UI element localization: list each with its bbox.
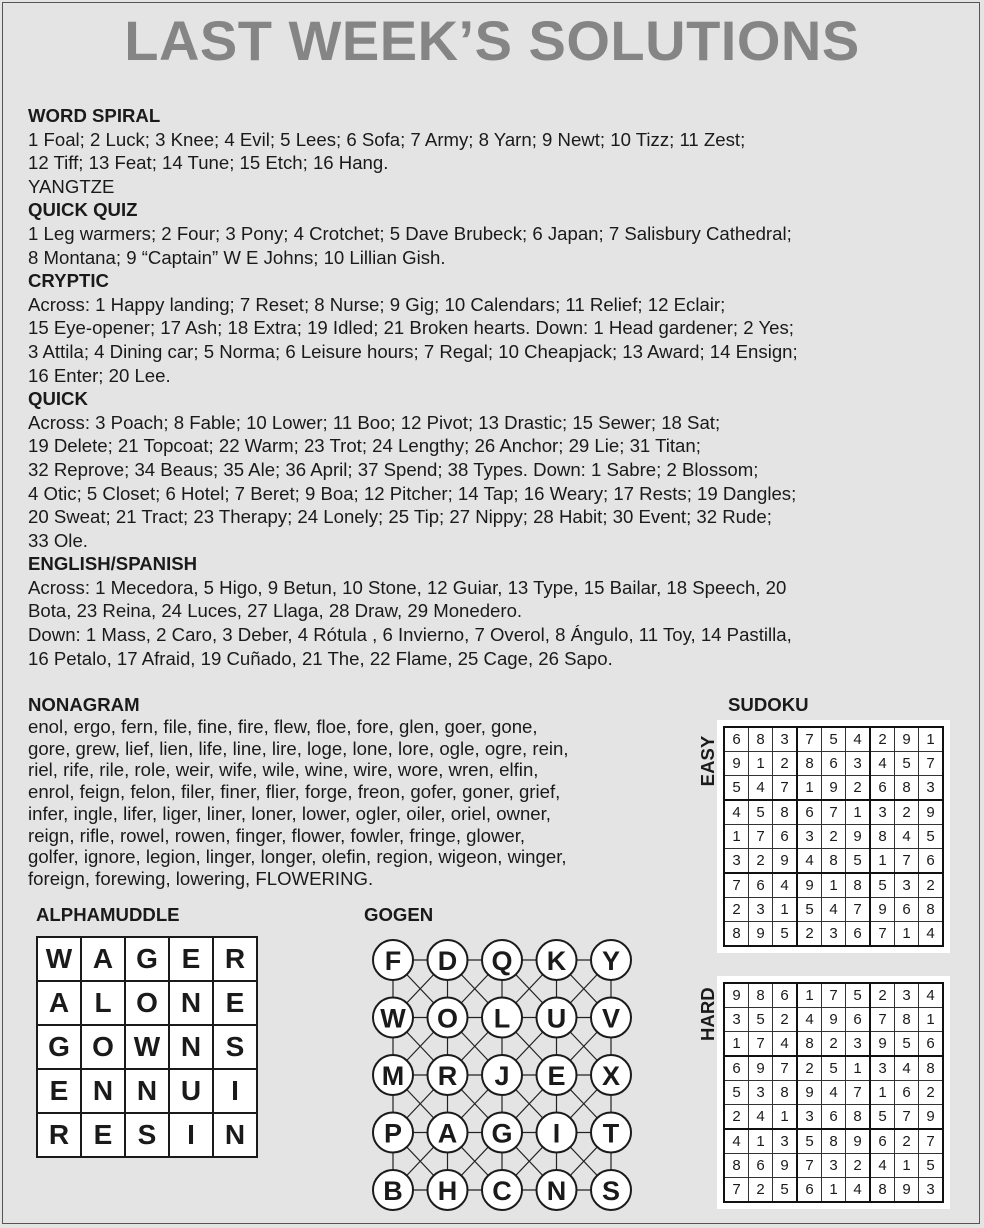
sudoku-cell: 9 [846,825,871,849]
sudoku-cell: 1 [773,898,798,922]
sudoku-cell: 5 [797,1129,822,1154]
sudoku-cell: 9 [895,1178,919,1203]
gogen-letter: D [437,946,458,976]
alphamuddle-cell: S [125,1113,169,1157]
sudoku-cell: 3 [773,727,798,752]
alphamuddle-cell: N [81,1069,125,1113]
alphamuddle-cell: O [81,1025,125,1069]
sudoku-cell: 5 [797,898,822,922]
alphamuddle-row [37,937,257,981]
sudoku-cell: 1 [846,800,871,825]
sudoku-cell: 8 [870,825,895,849]
quick-line: 20 Sweat; 21 Tract; 23 Therapy; 24 Lonely; 25 Tip; 27 Nippy; 28 Habit; 30 Event; 32 Rude; [28,506,772,528]
sudoku-cell: 8 [822,1129,846,1154]
alphamuddle-cell: U [169,1069,213,1113]
sudoku-cell: 6 [870,1129,895,1154]
sudoku-row [724,983,943,1008]
alphamuddle-cell: A [81,937,125,981]
sudoku-cell: 5 [724,1081,749,1105]
gogen-letter: N [546,1176,567,1206]
sudoku-cell: 1 [870,1081,895,1105]
alphamuddle-cell: I [169,1113,213,1157]
alphamuddle-cell: E [169,937,213,981]
sudoku-cell: 5 [749,800,773,825]
sudoku-cell: 7 [822,800,846,825]
english-spanish-line: 16 Petalo, 17 Afraid, 19 Cuñado, 21 The, 22 Flame, 25 Cage, 26 Sapo. [28,647,613,669]
sudoku-cell: 9 [773,849,798,874]
alphamuddle-row [37,981,257,1025]
gogen-letter: V [601,1003,621,1034]
sudoku-cell: 7 [895,1105,919,1130]
sudoku-hard-grid [723,982,944,1203]
gogen-letter: E [547,1061,566,1091]
sudoku-easy-grid [723,726,944,947]
sudoku-cell: 9 [870,898,895,922]
sudoku-cell: 5 [895,752,919,776]
nonagram-line: riel, rife, rile, role, weir, wife, wile, wine, wire, wore, wren, elfin, [28,759,539,781]
quick-line: 19 Delete; 21 Topcoat; 22 Warm; 23 Trot; 24 Lengthy; 26 Anchor; 29 Lie; 31 Titan; [28,435,701,457]
sudoku-cell: 2 [822,1032,846,1057]
sudoku-cell: 7 [846,1081,871,1105]
sudoku-cell: 4 [870,1154,895,1178]
word-spiral-line: 12 Tiff; 13 Feat; 14 Tune; 15 Etch; 16 Hang. [28,152,389,174]
sudoku-cell: 6 [870,776,895,801]
sudoku-row [724,727,943,752]
sudoku-cell: 1 [797,776,822,801]
sudoku-row [724,752,943,776]
alphamuddle-cell: N [169,1025,213,1069]
sudoku-cell: 2 [822,825,846,849]
nonagram-line: golfer, ignore, legion, linger, longer, olefin, region, wigeon, winger, [28,846,567,868]
sudoku-cell: 7 [822,983,846,1008]
alphamuddle-cell: A [37,981,81,1025]
sudoku-cell: 6 [773,825,798,849]
sudoku-cell: 3 [870,1056,895,1081]
cryptic-line: 16 Enter; 20 Lee. [28,364,171,386]
quick-line: Across: 3 Poach; 8 Fable; 10 Lower; 11 Boo; 12 Pivot; 13 Drastic; 15 Sewer; 18 Sat; [28,411,721,433]
gogen-letter: W [380,1003,406,1034]
gogen-letter: R [437,1061,458,1091]
sudoku-cell: 7 [773,776,798,801]
sudoku-cell: 4 [797,1008,822,1032]
sudoku-cell: 2 [773,752,798,776]
alphamuddle-cell: G [37,1025,81,1069]
sudoku-cell: 8 [846,873,871,898]
sudoku-cell: 3 [724,1008,749,1032]
sudoku-cell: 5 [822,727,846,752]
sudoku-cell: 2 [724,1105,749,1130]
sudoku-cell: 9 [919,1105,944,1130]
sudoku-cell: 9 [797,1081,822,1105]
alphamuddle-cell: W [37,937,81,981]
sudoku-cell: 8 [749,727,773,752]
gogen-letter: G [491,1118,513,1149]
cryptic-heading: CRYPTIC [28,270,109,292]
sudoku-cell: 5 [749,1008,773,1032]
english-spanish-line: Bota, 23 Reina, 24 Luces, 27 Llaga, 28 Draw, 29 Monedero. [28,600,523,622]
sudoku-cell: 6 [773,983,798,1008]
sudoku-cell: 6 [895,1081,919,1105]
sudoku-cell: 7 [773,1056,798,1081]
alphamuddle-cell: O [125,981,169,1025]
gogen-title: GOGEN [364,904,434,925]
sudoku-cell: 2 [895,800,919,825]
sudoku-title: SUDOKU [728,694,809,715]
gogen-letter: T [602,1118,620,1149]
sudoku-cell: 1 [749,752,773,776]
sudoku-cell: 9 [895,727,919,752]
sudoku-cell: 3 [724,849,749,874]
sudoku-cell: 5 [846,849,871,874]
sudoku-row [724,898,943,922]
sudoku-cell: 1 [870,849,895,874]
gogen-letter: B [383,1176,403,1206]
quick-line: 32 Reprove; 34 Beaus; 35 Ale; 36 April; 37 Spend; 38 Types. Down: 1 Sabre; 2 Blossom; [28,458,759,480]
sudoku-cell: 3 [797,1105,822,1130]
gogen-letter: M [381,1061,405,1091]
sudoku-cell: 2 [895,1129,919,1154]
sudoku-cell: 5 [724,776,749,801]
sudoku-cell: 6 [822,752,846,776]
sudoku-cell: 4 [749,1105,773,1130]
sudoku-cell: 3 [895,983,919,1008]
sudoku-row [724,1081,943,1105]
sudoku-row [724,1178,943,1203]
sudoku-cell: 5 [919,1154,944,1178]
word-spiral-line: 1 Foal; 2 Luck; 3 Knee; 4 Evil; 5 Lees; 6 Sofa; 7 Army; 8 Yarn; 9 Newt; 10 Tizz; 11 Zest; [28,128,746,150]
sudoku-cell: 6 [846,1008,871,1032]
sudoku-cell: 1 [822,873,846,898]
gogen-letter: A [437,1118,458,1149]
alphamuddle-cell: W [125,1025,169,1069]
sudoku-cell: 6 [724,1056,749,1081]
gogen-letter: U [546,1003,567,1034]
gogen-letter: P [383,1118,403,1149]
sudoku-cell: 4 [724,800,749,825]
english-spanish-heading: ENGLISH/SPANISH [28,553,198,575]
sudoku-cell: 1 [797,983,822,1008]
sudoku-cell: 8 [797,752,822,776]
sudoku-row [724,1008,943,1032]
sudoku-row [724,1032,943,1057]
sudoku-cell: 8 [749,983,773,1008]
gogen-letter: X [601,1061,621,1091]
word-spiral-heading: WORD SPIRAL [28,105,161,126]
sudoku-cell: 8 [773,1081,798,1105]
sudoku-cell: 9 [797,873,822,898]
gogen-letter: S [601,1176,621,1206]
sudoku-row [724,1154,943,1178]
sudoku-row [724,873,943,898]
nonagram-line: gore, grew, lief, lien, life, line, lire, loge, lone, lore, ogle, ogre, rein, [28,737,569,759]
alphamuddle-row [37,1069,257,1113]
sudoku-cell: 8 [724,1154,749,1178]
sudoku-cell: 3 [846,752,871,776]
sudoku-cell: 4 [749,776,773,801]
sudoku-cell: 4 [724,1129,749,1154]
alphamuddle-grid [36,936,258,1158]
sudoku-cell: 1 [895,922,919,947]
quick-heading: QUICK [28,388,88,410]
alphamuddle-cell: S [213,1025,257,1069]
alphamuddle-row [37,1025,257,1069]
sudoku-cell: 2 [773,1008,798,1032]
sudoku-cell: 8 [846,1105,871,1130]
alphamuddle-cell: L [81,981,125,1025]
nonagram-section [28,694,668,890]
gogen-letter: F [384,946,402,976]
sudoku-cell: 4 [822,898,846,922]
sudoku-cell: 5 [919,825,944,849]
sudoku-cell: 4 [846,727,871,752]
alphamuddle-cell: I [213,1069,257,1113]
sudoku-cell: 3 [822,922,846,947]
sudoku-cell: 3 [822,1154,846,1178]
sudoku-cell: 4 [822,1081,846,1105]
sudoku-cell: 3 [773,1129,798,1154]
english-spanish-line: Down: 1 Mass, 2 Caro, 3 Deber, 4 Rótula , 6 Invierno, 7 Overol, 8 Ángulo, 11 Toy, 14 Pastilla, [28,624,792,646]
sudoku-row [724,922,943,947]
nonagram-heading: NONAGRAM [28,694,140,715]
sudoku-cell: 1 [773,1105,798,1130]
sudoku-cell: 9 [773,1154,798,1178]
gogen-letter: H [437,1176,458,1206]
gogen-grid [366,930,634,1220]
sudoku-row [724,800,943,825]
sudoku-cell: 9 [724,983,749,1008]
sudoku-cell: 1 [822,1178,846,1203]
sudoku-cell: 7 [919,1129,944,1154]
sudoku-cell: 3 [895,873,919,898]
sudoku-cell: 3 [870,800,895,825]
sudoku-cell: 1 [895,1154,919,1178]
sudoku-cell: 4 [797,849,822,874]
sudoku-cell: 2 [724,898,749,922]
sudoku-cell: 7 [749,1032,773,1057]
sudoku-cell: 6 [749,873,773,898]
alphamuddle-title: ALPHAMUDDLE [36,904,180,925]
sudoku-cell: 3 [919,776,944,801]
sudoku-cell: 3 [919,1178,944,1203]
sudoku-cell: 4 [870,752,895,776]
sudoku-cell: 1 [919,1008,944,1032]
sudoku-cell: 8 [773,800,798,825]
gogen-letter: C [492,1176,512,1206]
sudoku-cell: 2 [870,727,895,752]
nonagram-line: enrol, feign, felon, filer, finer, flier, forge, freon, gofer, goner, grief, [28,781,561,803]
sudoku-cell: 5 [846,983,871,1008]
quick-quiz-line: 8 Montana; 9 “Captain” W E Johns; 10 Lillian Gish. [28,246,446,268]
gogen-letter: I [552,1118,561,1149]
english-spanish-line: Across: 1 Mecedora, 5 Higo, 9 Betun, 10 Stone, 12 Guiar, 13 Type, 15 Bailar, 18 Speech, 20 [28,576,787,598]
gogen-letter: L [493,1003,511,1034]
sudoku-cell: 9 [919,800,944,825]
sudoku-row [724,1056,943,1081]
sudoku-row [724,1105,943,1130]
sudoku-cell: 6 [797,800,822,825]
alphamuddle-cell: R [37,1113,81,1157]
alphamuddle-cell: E [213,981,257,1025]
nonagram-line: enol, ergo, fern, file, fine, fire, flew, floe, fore, glen, goer, gone, [28,716,538,737]
sudoku-cell: 4 [919,983,944,1008]
sudoku-cell: 3 [749,1081,773,1105]
sudoku-cell: 7 [919,752,944,776]
sudoku-cell: 8 [822,849,846,874]
sudoku-cell: 6 [846,922,871,947]
alphamuddle-cell: E [81,1113,125,1157]
alphamuddle-cell: N [213,1113,257,1157]
sudoku-cell: 8 [870,1178,895,1203]
sudoku-cell: 1 [724,825,749,849]
alphamuddle-cell: E [37,1069,81,1113]
cryptic-line: 15 Eye-opener; 17 Ash; 18 Extra; 19 Idled; 21 Broken hearts. Down: 1 Head gardener; 2 Yes; [28,317,794,339]
sudoku-cell: 8 [797,1032,822,1057]
sudoku-cell: 9 [846,1129,871,1154]
sudoku-cell: 6 [822,1105,846,1130]
sudoku-cell: 2 [797,1056,822,1081]
sudoku-row [724,849,943,874]
quick-line: 4 Otic; 5 Closet; 6 Hotel; 7 Beret; 9 Boa; 12 Pitcher; 14 Tap; 16 Weary; 17 Rests; 19 Dangles; [28,482,797,504]
sudoku-cell: 3 [797,825,822,849]
alphamuddle-cell: N [169,981,213,1025]
sudoku-cell: 1 [846,1056,871,1081]
sudoku-cell: 4 [919,922,944,947]
sudoku-cell: 5 [870,873,895,898]
nonagram-line: foreign, forewing, lowering, FLOWERING. [28,867,374,889]
sudoku-cell: 9 [822,776,846,801]
sudoku-cell: 1 [749,1129,773,1154]
gogen-letter: Y [601,946,621,976]
gogen-letter: Q [491,946,513,976]
gogen-letter: O [436,1003,459,1034]
alphamuddle-cell: G [125,937,169,981]
sudoku-cell: 5 [773,922,798,947]
quick-quiz-line: 1 Leg warmers; 2 Four; 3 Pony; 4 Crotchet; 5 Dave Brubeck; 6 Japan; 7 Salisbury Cathedral; [28,222,792,244]
word-spiral-line: YANGTZE [28,175,115,197]
sudoku-cell: 3 [749,898,773,922]
nonagram-line: reign, rifle, rowel, rowen, finger, flower, fowler, fringe, glower, [28,824,526,846]
sudoku-cell: 9 [870,1032,895,1057]
sudoku-cell: 6 [919,849,944,874]
sudoku-cell: 6 [724,727,749,752]
sudoku-row [724,776,943,801]
sudoku-cell: 9 [749,1056,773,1081]
sudoku-cell: 2 [919,1081,944,1105]
sudoku-cell: 6 [797,1178,822,1203]
cryptic-line: 3 Attila; 4 Dining car; 5 Norma; 6 Leisure hours; 7 Regal; 10 Cheapjack; 13 Award; 14 Ensign; [28,340,798,362]
sudoku-cell: 2 [919,873,944,898]
sudoku-cell: 7 [724,873,749,898]
solutions-text [28,104,968,670]
sudoku-cell: 6 [895,898,919,922]
sudoku-cell: 2 [846,1154,871,1178]
sudoku-cell: 9 [724,752,749,776]
sudoku-cell: 7 [724,1178,749,1203]
cryptic-line: Across: 1 Happy landing; 7 Reset; 8 Nurse; 9 Gig; 10 Calendars; 11 Relief; 12 Eclair; [28,293,726,315]
quick-quiz-heading: QUICK QUIZ [28,199,138,221]
page-title: LAST WEEK’S SOLUTIONS [124,9,860,72]
gogen-letter: K [546,946,567,976]
sudoku-cell: 2 [846,776,871,801]
quick-line: 33 Ole. [28,529,88,551]
sudoku-cell: 4 [773,873,798,898]
sudoku-cell: 8 [919,1056,944,1081]
sudoku-cell: 8 [724,922,749,947]
sudoku-cell: 9 [749,922,773,947]
sudoku-hard-label: HARD [697,987,718,1041]
sudoku-cell: 6 [919,1032,944,1057]
sudoku-cell: 1 [919,727,944,752]
sudoku-easy-label: EASY [697,735,718,787]
sudoku-cell: 8 [895,776,919,801]
sudoku-cell: 5 [822,1056,846,1081]
sudoku-cell: 7 [870,1008,895,1032]
sudoku-cell: 4 [846,1178,871,1203]
alphamuddle-cell: R [213,937,257,981]
sudoku-cell: 2 [870,983,895,1008]
sudoku-cell: 3 [846,1032,871,1057]
sudoku-cell: 4 [773,1032,798,1057]
sudoku-cell: 5 [773,1178,798,1203]
sudoku-cell: 9 [822,1008,846,1032]
alphamuddle-row [37,1113,257,1157]
sudoku-cell: 4 [895,825,919,849]
sudoku-cell: 2 [749,849,773,874]
sudoku-cell: 7 [870,922,895,947]
sudoku-cell: 2 [797,922,822,947]
gogen-letter: J [494,1061,510,1091]
sudoku-cell: 7 [895,849,919,874]
sudoku-cell: 7 [749,825,773,849]
sudoku-cell: 8 [895,1008,919,1032]
sudoku-cell: 6 [749,1154,773,1178]
alphamuddle-cell: N [125,1069,169,1113]
sudoku-cell: 4 [895,1056,919,1081]
sudoku-cell: 5 [870,1105,895,1130]
sudoku-cell: 7 [797,727,822,752]
sudoku-row [724,825,943,849]
sudoku-cell: 5 [895,1032,919,1057]
nonagram-line: infer, ingle, lifer, liger, liner, loner, lower, ogler, oiler, oriel, owner, [28,802,551,824]
sudoku-cell: 7 [797,1154,822,1178]
sudoku-cell: 1 [724,1032,749,1057]
sudoku-cell: 2 [749,1178,773,1203]
sudoku-cell: 7 [846,898,871,922]
sudoku-row [724,1129,943,1154]
sudoku-cell: 8 [919,898,944,922]
